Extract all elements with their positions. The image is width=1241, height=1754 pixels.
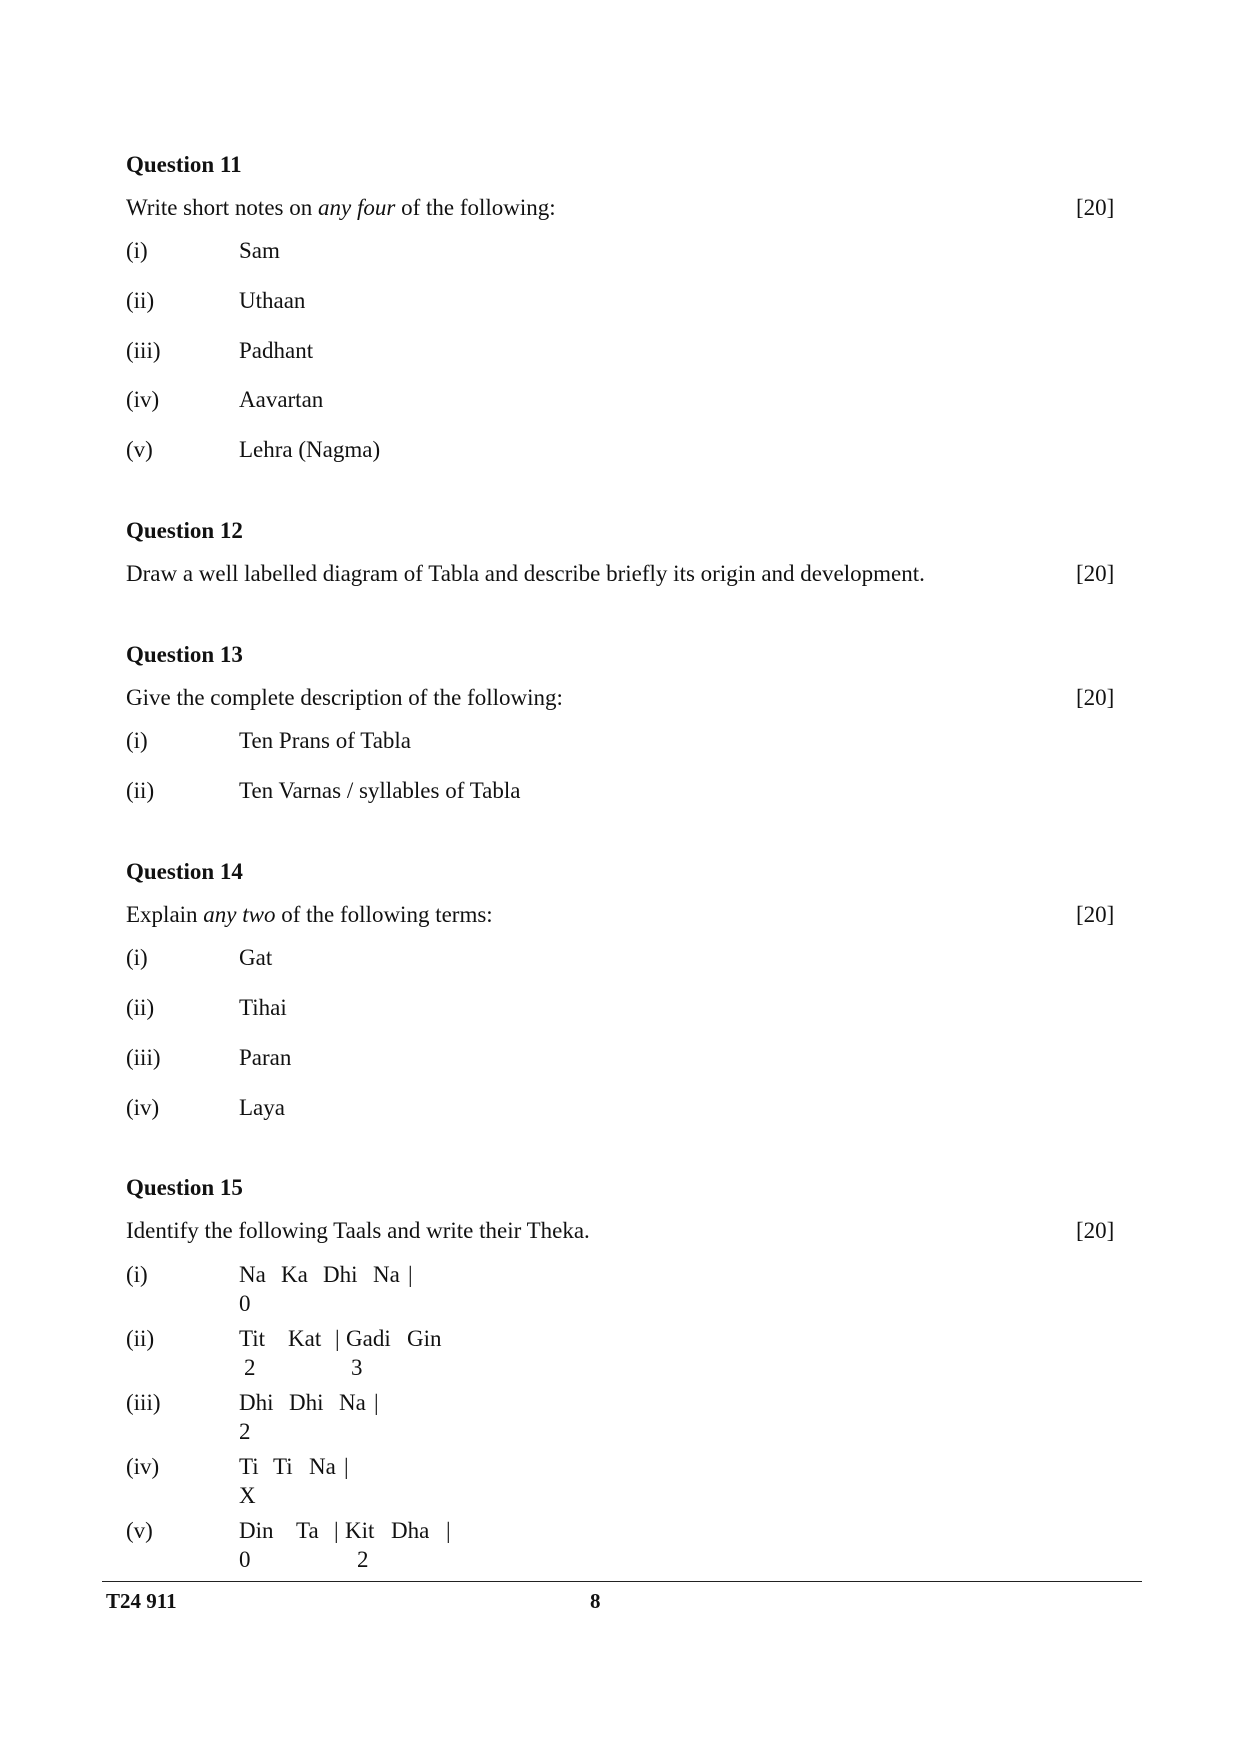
- question-11-marks: [20]: [1076, 195, 1115, 220]
- list-item: Uthaan: [239, 288, 306, 313]
- question-11-heading: Question 11: [126, 152, 242, 177]
- list-item-number: (ii): [126, 778, 155, 803]
- list-item: Sam: [239, 238, 280, 263]
- list-item-number: (i): [126, 728, 148, 753]
- list-item: Ten Varnas / syllables of Tabla: [239, 778, 521, 803]
- vibhag-divider: |: [334, 1518, 339, 1543]
- bol: Na: [373, 1262, 400, 1287]
- bol: Gadi: [346, 1326, 391, 1351]
- question-14-heading: Question 14: [126, 859, 243, 884]
- question-12-marks: [20]: [1076, 561, 1115, 586]
- bol: Dhi: [239, 1390, 274, 1415]
- list-item-number: (iii): [126, 1390, 161, 1415]
- bol: Na: [309, 1454, 336, 1479]
- vibhag-divider: |: [374, 1390, 379, 1415]
- question-12-heading: Question 12: [126, 518, 243, 543]
- list-item: Tihai: [239, 995, 287, 1020]
- list-item-number: (iv): [126, 1095, 160, 1120]
- bol: Dhi: [289, 1390, 324, 1415]
- question-13-heading: Question 13: [126, 642, 243, 667]
- list-item-number: (ii): [126, 995, 155, 1020]
- list-item: Laya: [239, 1095, 285, 1120]
- stem-text: Write short notes on: [126, 195, 318, 220]
- question-15-stem: Identify the following Taals and write their Theka.: [126, 1218, 590, 1243]
- bol: Kit: [345, 1518, 375, 1543]
- footer-rule: [102, 1581, 1142, 1582]
- list-item: Gat: [239, 945, 273, 970]
- paper-code: T24 911: [106, 1589, 177, 1613]
- list-item-number: (iv): [126, 1454, 160, 1479]
- taal-mark: 2: [357, 1547, 369, 1572]
- bol: Dha: [391, 1518, 430, 1543]
- question-13-marks: [20]: [1076, 685, 1115, 710]
- list-item-number: (v): [126, 1518, 153, 1543]
- list-item-number: (i): [126, 238, 148, 263]
- list-item: Padhant: [239, 338, 314, 363]
- bol: Ta: [296, 1518, 319, 1543]
- question-15-marks: [20]: [1076, 1218, 1115, 1243]
- vibhag-divider: |: [446, 1518, 451, 1543]
- list-item-number: (ii): [126, 1326, 155, 1351]
- list-item-number: (iii): [126, 338, 161, 363]
- bol: Dhi: [323, 1262, 358, 1287]
- bol: Tit: [239, 1326, 266, 1351]
- taal-mark: 2: [244, 1355, 256, 1380]
- bol: Gin: [407, 1326, 442, 1351]
- stem-text: of the following terms:: [275, 902, 493, 927]
- stem-emphasis: any two: [203, 902, 276, 927]
- list-item: Ten Prans of Tabla: [239, 728, 412, 753]
- taal-mark: X: [239, 1483, 256, 1508]
- list-item: Aavartan: [239, 387, 324, 412]
- question-14-marks: [20]: [1076, 902, 1115, 927]
- list-item-number: (ii): [126, 288, 155, 313]
- taal-mark: 0: [239, 1547, 251, 1572]
- question-12-stem: Draw a well labelled diagram of Tabla and describe briefly its origin and development.: [126, 561, 925, 586]
- question-13-stem: Give the complete description of the following:: [126, 685, 563, 710]
- stem-text: Explain: [126, 902, 204, 927]
- taal-mark: 2: [239, 1419, 251, 1444]
- list-item-number: (i): [126, 945, 148, 970]
- bol: Na: [239, 1262, 266, 1287]
- question-14-stem: [126, 902, 493, 928]
- vibhag-divider: |: [344, 1454, 349, 1479]
- stem-emphasis: any four: [318, 195, 396, 220]
- bol: Ka: [281, 1262, 308, 1287]
- bol: Kat: [288, 1326, 322, 1351]
- bol: Din: [239, 1518, 274, 1543]
- page-number: 8: [590, 1589, 601, 1613]
- list-item: Paran: [239, 1045, 292, 1070]
- vibhag-divider: |: [408, 1262, 413, 1287]
- list-item: Lehra (Nagma): [239, 437, 381, 462]
- bol: Na: [339, 1390, 366, 1415]
- stem-text: of the following:: [395, 195, 556, 220]
- list-item-number: (iv): [126, 387, 160, 412]
- taal-mark: 3: [351, 1355, 363, 1380]
- list-item-number: (iii): [126, 1045, 161, 1070]
- list-item-number: (i): [126, 1262, 148, 1287]
- vibhag-divider: |: [335, 1326, 340, 1351]
- taal-mark: 0: [239, 1291, 251, 1316]
- question-11-stem: [126, 195, 556, 221]
- bol: Ti: [239, 1454, 259, 1479]
- bol: Ti: [273, 1454, 293, 1479]
- question-15-heading: Question 15: [126, 1175, 243, 1200]
- list-item-number: (v): [126, 437, 153, 462]
